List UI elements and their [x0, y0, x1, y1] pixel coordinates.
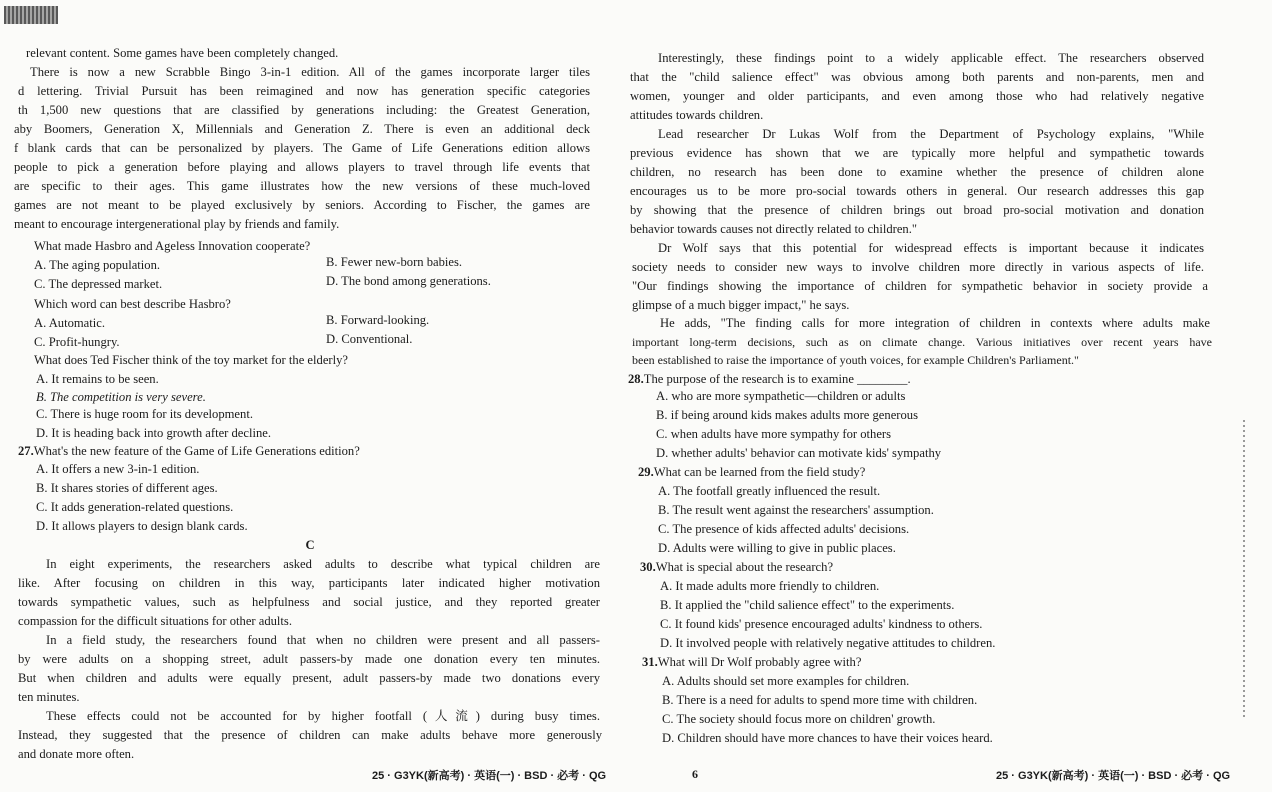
q28-number: 28.: [628, 372, 644, 386]
q25-option-a: A. Automatic.: [34, 316, 106, 330]
q29-stem: What can be learned from the field study?: [653, 465, 866, 479]
q29-stem-line: [638, 464, 865, 481]
right-footer: 25 · G3YK(新高考) · 英语(一) · BSD · 必考 · QG: [996, 770, 1231, 782]
q27-option-d: D. It allows players to design blank cards.: [36, 519, 248, 533]
q29-option-a: A. The footfall greatly influenced the result.: [658, 484, 881, 498]
q31-option-b: B. There is a need for adults to spend more time with children.: [662, 693, 978, 707]
intro-line-1: relevant content. Some games have been completely changed.: [26, 46, 339, 60]
q30-option-d: D. It involved people with relatively negative attitudes to children.: [660, 636, 996, 650]
q30-number: 30.: [640, 560, 656, 574]
passage-c-line-5: In a field study, the researchers found that when no children were present and all passers-: [46, 633, 600, 647]
intro-line-2: There is now a new Scrabble Bingo 3-in-1 edition. All of the games incorporate larger tiles: [30, 65, 590, 79]
q26-option-d: D. It is heading back into growth after decline.: [36, 426, 272, 440]
left-page: [0, 0, 620, 792]
q31-option-d: D. Children should have more chances to have their voices heard.: [662, 731, 993, 745]
passage-d-line-11: Dr Wolf says that this potential for widespread effects is important because it indicates: [658, 241, 1204, 255]
passage-d-line-6: previous evidence has shown that we are typically more helpful and sympathetic towards: [630, 146, 1204, 160]
passage-c-line-10: Instead, they suggested that the presence of children can make adults behave more generously: [18, 728, 602, 742]
q30-option-a: A. It made adults more friendly to children.: [660, 579, 880, 593]
q28-option-b: B. if being around kids makes adults more generous: [656, 408, 918, 422]
q24-option-c: C. The depressed market.: [34, 277, 163, 291]
q27-option-c: C. It adds generation-related questions.: [36, 500, 234, 514]
intro-line-5: aby Boomers, Generation X, Millennials and Generation Z. There is even an additional deck: [14, 122, 590, 136]
passage-c-line-4: compassion for the difficult situations for other adults.: [18, 614, 292, 628]
passage-d-line-10: behavior towards causes not directly related to children.": [630, 222, 917, 236]
passage-d-line-14: glimpse of a much bigger impact," he says.: [632, 298, 850, 312]
q26-option-a: A. It remains to be seen.: [36, 372, 159, 386]
q30-option-c: C. It found kids' presence encouraged adults' kindness to others.: [660, 617, 983, 631]
q29-option-c: C. The presence of kids affected adults' decisions.: [658, 522, 910, 536]
right-page: [622, 0, 1272, 792]
passage-d-line-8: encourages us to be more pro-social towards others in general. Our research addresses this gap: [630, 184, 1204, 198]
passage-c-line-7: But when children and adults were equally present, adult passers-by made two donations every: [18, 671, 600, 685]
q27-option-a: A. It offers a new 3-in-1 edition.: [36, 462, 200, 476]
intro-line-6: f blank cards that can be personalized by players. The Game of Life Generations edition allows: [14, 141, 590, 155]
passage-c-line-1: In eight experiments, the researchers asked adults to describe what typical children are: [46, 557, 600, 571]
q30-stem-line: [640, 559, 833, 576]
q24-option-d: D. The bond among generations.: [326, 274, 491, 288]
passage-d-line-4: attitudes towards children.: [630, 108, 764, 122]
passage-c-line-8: ten minutes.: [18, 690, 80, 704]
q29-option-d: D. Adults were willing to give in public places.: [658, 541, 896, 555]
passage-d-line-2: that the "child salience effect" was obvious among both parents and non-parents, men and: [630, 70, 1204, 84]
q26-option-b: B. The competition is very severe.: [36, 390, 206, 404]
binding-margin-dots: [1243, 420, 1245, 720]
q29-option-b: B. The result went against the researchers' assumption.: [658, 503, 934, 517]
intro-line-4: th 1,500 new questions that are classified by generations including: the Greatest Generation,: [18, 103, 590, 117]
q31-stem: What will Dr Wolf probably agree with?: [657, 655, 862, 669]
passage-d-line-7: children, no research has been done to examine whether the presence of children alone: [630, 165, 1204, 179]
q30-option-b: B. It applied the "child salience effect" to the experiments.: [660, 598, 955, 612]
section-c-title: C: [305, 538, 315, 552]
q24-stem: What made Hasbro and Ageless Innovation cooperate?: [34, 239, 311, 253]
q30-stem: What is special about the research?: [655, 560, 834, 574]
page-number: 6: [692, 767, 698, 781]
left-footer: 25 · G3YK(新高考) · 英语(一) · BSD · 必考 · QG: [372, 770, 607, 782]
intro-line-7: people to pick a generation before playing and allows players to travel through life events that: [14, 160, 590, 174]
q28-option-d: D. whether adults' behavior can motivate kids' sympathy: [656, 446, 942, 460]
passage-c-line-11: and donate more often.: [18, 747, 135, 761]
passage-c-line-2: like. After focusing on children in this way, participants later indicated higher motivation: [18, 576, 600, 590]
q25-option-c: C. Profit-hungry.: [34, 335, 120, 349]
passage-d-line-17: been established to raise the importance of youth voices, for example Children's Parliament.": [632, 353, 1079, 367]
q27-number: 27.: [18, 444, 34, 458]
q28-stem-line: [628, 371, 911, 388]
intro-line-9: games are not meant to be played exclusively by seniors. According to Fischer, the games are: [14, 198, 590, 212]
intro-line-3: d lettering. Trivial Pursuit has been reimagined and now has generation specific categories: [18, 84, 590, 98]
passage-d-line-3: women, younger and older participants, and even among those who had relatively negative: [630, 89, 1204, 103]
passage-d-line-15: He adds, "The finding calls for more integration of children in contexts where adults make: [660, 316, 1210, 330]
intro-line-8: are specific to their ages. This game illustrates how the new versions of these much-loved: [14, 179, 590, 193]
passage-c-line-9: These effects could not be accounted for by higher footfall (人流) during busy times.: [46, 709, 600, 723]
q27-stem: What's the new feature of the Game of Life Generations edition?: [33, 444, 360, 458]
passage-d-line-9: by showing that the presence of children brings out broad pro-social motivation and donation: [630, 203, 1204, 217]
intro-line-10: meant to encourage intergenerational play by friends and family.: [14, 217, 340, 231]
q25-option-b: B. Forward-looking.: [326, 313, 430, 327]
q26-option-c: C. There is huge room for its development.: [36, 407, 253, 421]
q28-option-c: C. when adults have more sympathy for others: [656, 427, 892, 441]
passage-d-line-1: Interestingly, these findings point to a widely applicable effect. The researchers observed: [658, 51, 1204, 65]
passage-c-line-3: towards sympathetic values, such as helpfulness and social justice, and they reported greater: [18, 595, 600, 609]
passage-d-line-16: important long-term decisions, such as on climate change. Various initiatives over recent years have: [632, 335, 1212, 349]
q25-stem: Which word can best describe Hasbro?: [34, 297, 231, 311]
q31-stem-line: [642, 654, 861, 671]
q26-stem: What does Ted Fischer think of the toy market for the elderly?: [34, 353, 348, 367]
q25-option-d: D. Conventional.: [326, 332, 413, 346]
q29-number: 29.: [638, 465, 654, 479]
passage-c-line-6: by were adults on a shopping street, adult passers-by made one donation every ten minutes.: [18, 652, 600, 666]
q31-option-c: C. The society should focus more on children' growth.: [662, 712, 936, 726]
passage-d-line-13: "Our findings showing the importance of children for sympathetic behavior in society provide a: [632, 279, 1208, 293]
q28-option-a: A. who are more sympathetic—children or adults: [656, 389, 906, 403]
q31-option-a: A. Adults should set more examples for children.: [662, 674, 910, 688]
passage-d-line-12: society needs to consider new ways to involve children more directly in various aspects of life.: [632, 260, 1204, 274]
q27-stem-line: [18, 443, 360, 460]
q31-number: 31.: [642, 655, 658, 669]
passage-d-line-5: Lead researcher Dr Lukas Wolf from the Department of Psychology explains, "While: [658, 127, 1204, 141]
q24-option-a: A. The aging population.: [34, 258, 161, 272]
q24-option-b: B. Fewer new-born babies.: [326, 255, 463, 269]
q28-stem: The purpose of the research is to examine ________.: [643, 372, 911, 386]
q27-option-b: B. It shares stories of different ages.: [36, 481, 218, 495]
